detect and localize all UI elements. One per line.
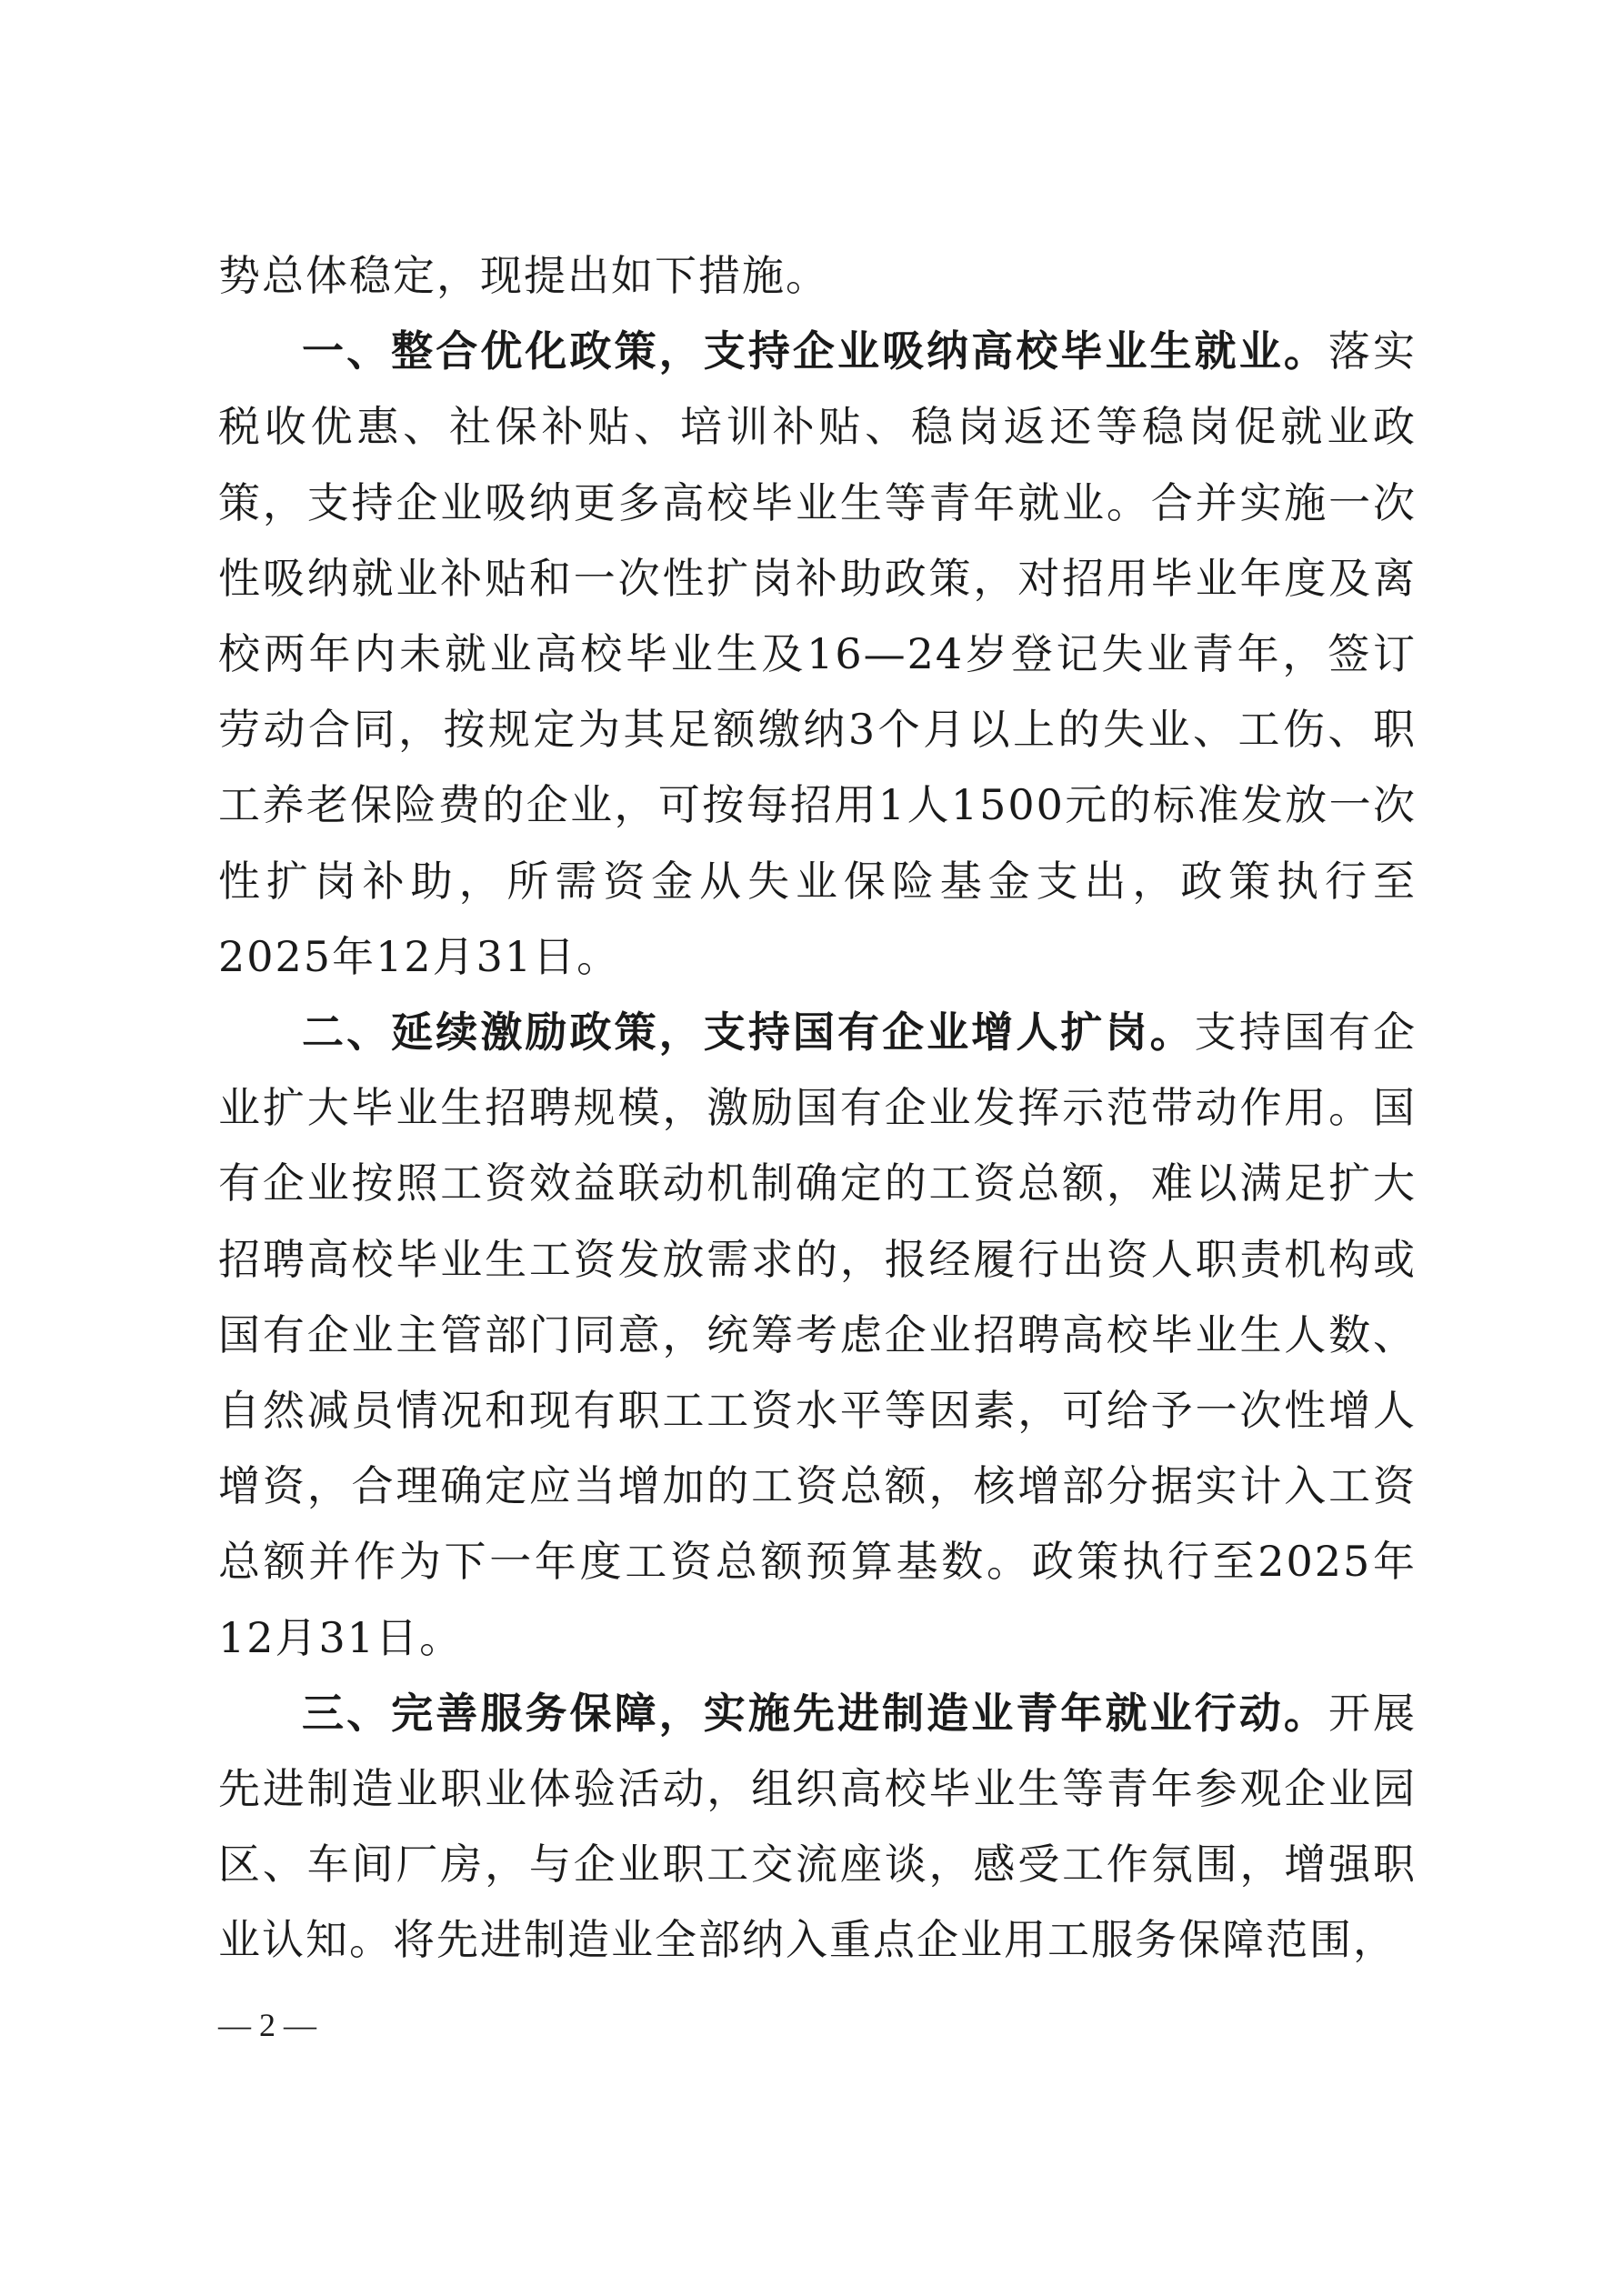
section-1-body: 落实税收优惠、社保补贴、培训补贴、稳岗返还等稳岗促就业政策，支持企业吸纳更多高校毕业生等青年就业。合并实施一次性吸纳就业补贴和一次性扩岗补助政策，对招用毕业年度及离校两年内未就业高校毕业生及16—24岁登记失业青年，签订劳动合同，按规定为其足额缴纳3个月以上的失业、工伤、职工养老保险费的企业，可按每招用1人1500元的标准发放一次性扩岗补助，所需资金从失业保险基金支出，政策执行至2025年12月31日。 [218, 326, 1418, 981]
page-number: — 2 — [218, 2007, 316, 2043]
section-2-body: 支持国有企业扩大毕业生招聘规模，激励国有企业发挥示范带动作用。国有企业按照工资效益联动机制确定的工资总额，难以满足扩大招聘高校毕业生工资发放需求的，报经履行出资人职责机构或国有企业主管部门同意，统筹考虑企业招聘高校毕业生人数、自然减员情况和现有职工工资水平等因素，可给予一次性增人增资，合理确定应当增加的工资总额，核增部分据实计入工资总额并作为下一年度工资总额预算基数。政策执行至2025年12月31日。 [218, 1008, 1418, 1662]
continuation-paragraph [218, 238, 1417, 314]
section-3-paragraph [218, 1676, 1417, 1979]
continuation-text: 势总体稳定，现提出如下措施。 [218, 251, 829, 300]
section-2-heading: 二、延续激励政策，支持国有企业增人扩岗。 [302, 1008, 1195, 1058]
section-3-heading: 三、完善服务保障，实施先进制造业青年就业行动。 [302, 1688, 1328, 1738]
section-1-paragraph [218, 314, 1417, 995]
document-body [218, 238, 1417, 1979]
section-1-heading: 一、整合优化政策，支持企业吸纳高校毕业生就业。 [302, 326, 1328, 376]
section-3-body: 开展先进制造业职业体验活动，组织高校毕业生等青年参观企业园区、车间厂房，与企业职工交流座谈，感受工作氛围，增强职业认知。将先进制造业全部纳入重点企业用工服务保障范围， [218, 1688, 1418, 1965]
section-2-paragraph [218, 995, 1417, 1676]
